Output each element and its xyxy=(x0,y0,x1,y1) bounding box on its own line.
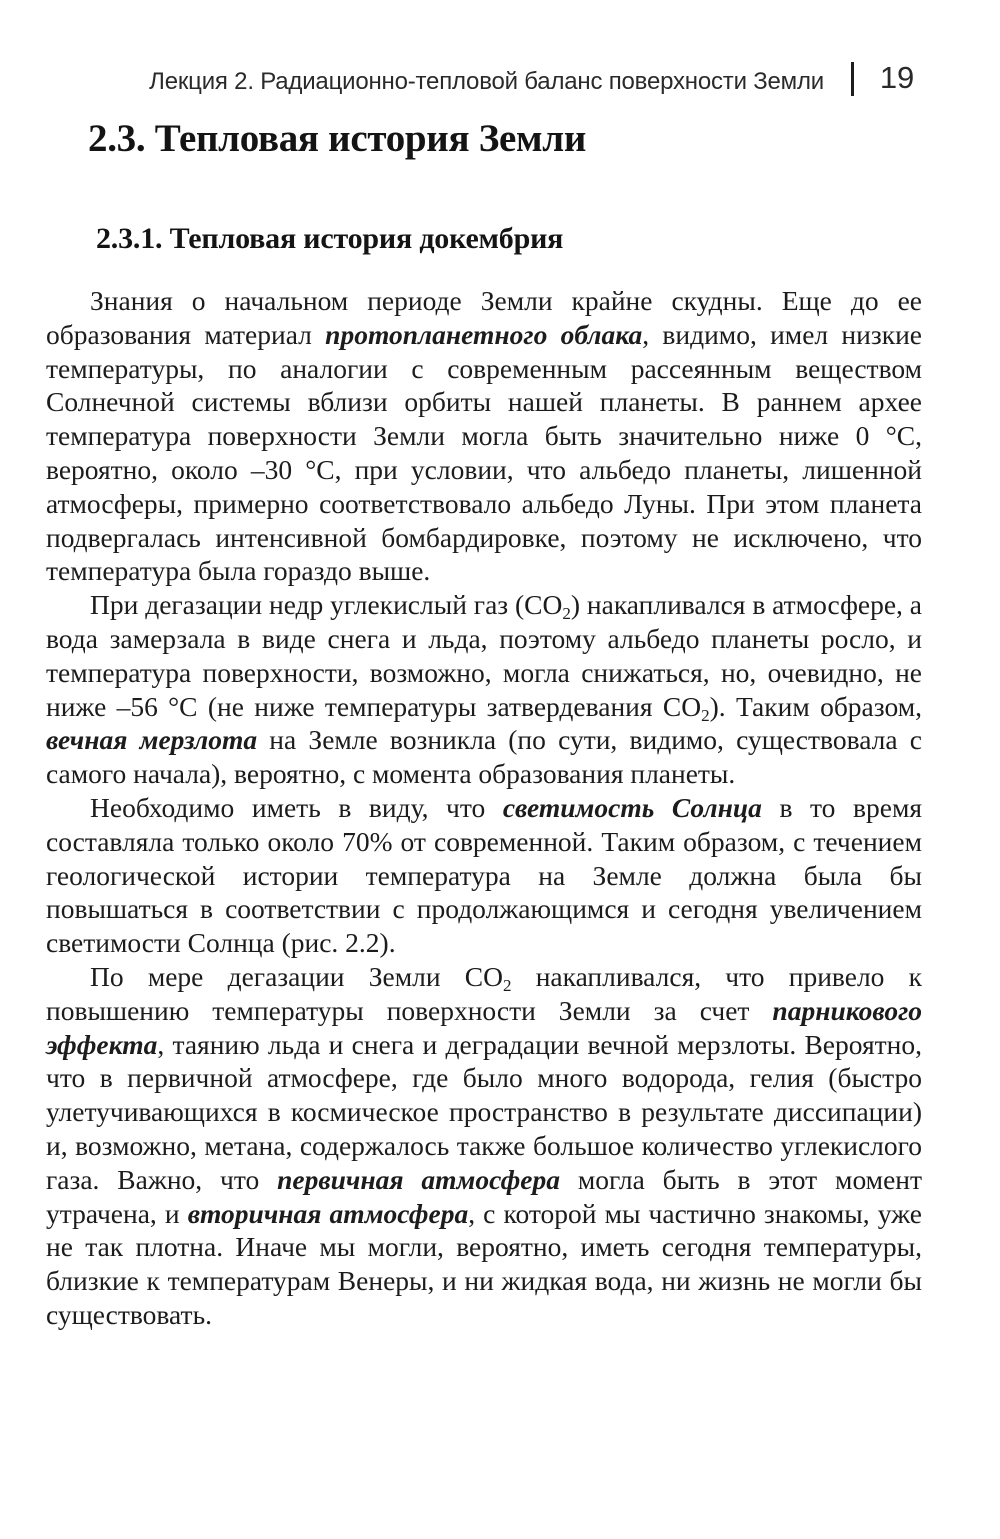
text-run: , таянию льда и снега и деградации вечной мерзлоты. Вероятно, что в первичной атмосфере, где было много водорода, гелия (быстро улетучивающихся в космическое пространство в результате диссипации) и, возможно, метана, содержалось также большое количество углекислого газа. Важно, что xyxy=(46,1028,922,1195)
term-secondary-atmosphere: вторичная атмосфера xyxy=(187,1197,469,1229)
subscript: 2 xyxy=(562,604,571,624)
header-divider xyxy=(851,62,854,96)
subscript: 2 xyxy=(502,976,512,996)
text-run: на Земле возникла (по сути, видимо, существовала с самого начала), вероятно, с момента образования планеты. xyxy=(46,724,922,790)
paragraph-1 xyxy=(46,284,922,588)
subscript: 2 xyxy=(701,705,710,725)
text-run: Необходимо иметь в виду, что xyxy=(90,791,503,823)
text-run: ). Таким образом, xyxy=(709,690,922,722)
term-solar-luminosity: светимость Солнца xyxy=(502,791,762,823)
term-permafrost: вечная мерзлота xyxy=(46,724,258,756)
section-title: 2.3. Тепловая история Земли xyxy=(88,117,587,160)
page-number: 19 xyxy=(879,60,914,95)
paragraph-4 xyxy=(46,960,922,1332)
text-run: могла быть в этот момент утрачена, и xyxy=(46,1163,923,1229)
running-header-title: Лекция 2. Радиационно-тепловой баланс поверхности Земли xyxy=(149,68,824,95)
text-run: Знания о начальном периоде Земли крайне скудны. Еще до ее образования материал xyxy=(46,285,922,350)
text-run: , видимо, имел низкие температуры, по аналогии с современным рассеянным веществом Солнечной системы вблизи орбиты нашей планеты. В раннем архее температура поверхности Земли могла быть значительно ниже 0 °С, вероятно, около –30 °С, при условии, что альбедо планеты, лишенной атмосферы, примерно соответствовало альбедо Луны. При этом планета подвергалась интенсивной бомбардировке, поэтому не исключено, что температура была гораздо выше. xyxy=(46,318,922,587)
text-run: По мере дегазации Земли CO xyxy=(90,960,503,992)
text-run: накапливался, что привело к повышению температуры поверхности Земли за счет xyxy=(46,960,923,1026)
text-run: При дегазации недр углекислый газ (CO xyxy=(90,589,563,621)
term-greenhouse-effect: парникового эффекта xyxy=(46,994,922,1060)
text-run: ) накапливался в атмосфере, а вода замерзала в виде снега и льда, поэтому альбедо планеты росло, и температура поверхности, возможно, могла снижаться, но, очевидно, не ниже –56 °С (не ниже температуры затвердевания CO xyxy=(46,589,922,722)
subsection-title: 2.3.1. Тепловая история докембрия xyxy=(96,222,564,255)
paragraph-2 xyxy=(46,588,922,791)
text-run: , с которой мы частично знакомы, уже не так плотна. Иначе мы могли, вероятно, иметь сегодня температуры, близкие к температурам Венеры, и ни жидкая вода, ни жизнь не могли бы существовать. xyxy=(46,1197,922,1330)
paragraph-3 xyxy=(46,791,922,960)
term-primary-atmosphere: первичная атмосфера xyxy=(277,1163,561,1195)
body-text xyxy=(46,284,922,1332)
text-run: в то время составляла только около 70% от современной. Таким образом, с течением геологической истории температура на Земле должна была бы повышаться в соответствии с продолжающимся и сегодня увеличением светимости Солнца (рис. 2.2). xyxy=(46,791,923,959)
term-protoplanetary-cloud: протопланетного облака xyxy=(325,318,643,350)
running-header xyxy=(128,60,928,104)
